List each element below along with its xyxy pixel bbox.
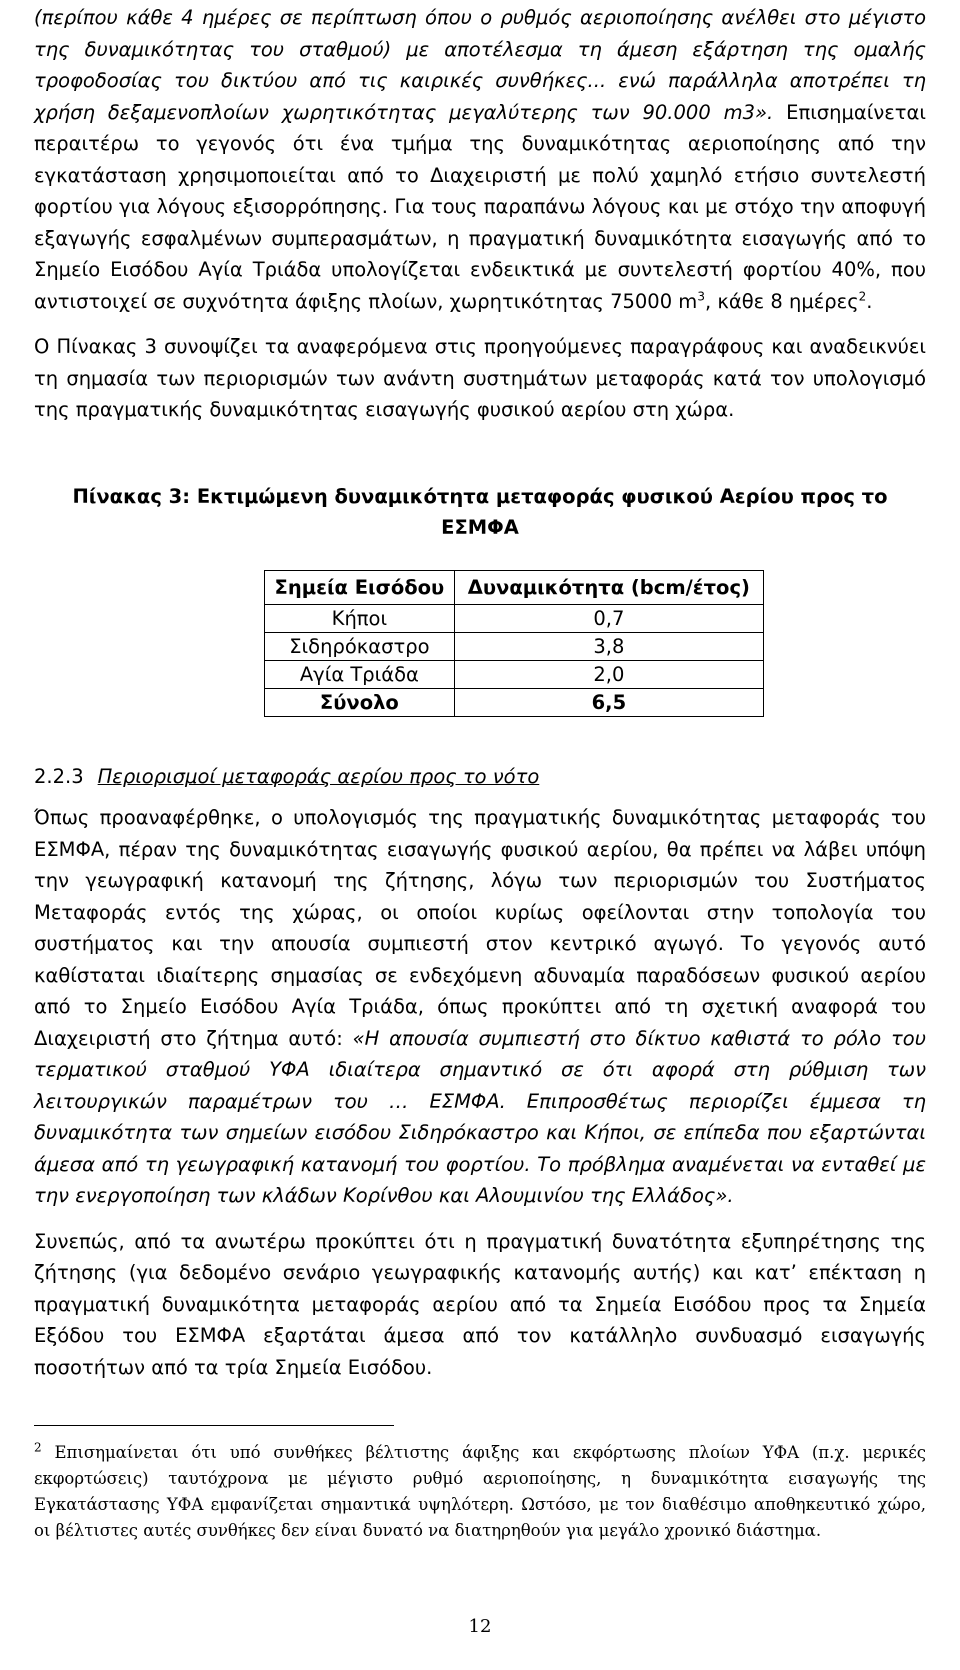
- section-heading: [34, 761, 926, 793]
- table-row: [265, 660, 764, 688]
- capacity-cell: 2,0: [454, 660, 763, 688]
- entry-point-cell: Κήποι: [265, 604, 455, 632]
- header-entry-points: Σημεία Εισόδου: [265, 570, 455, 604]
- table-row: [265, 632, 764, 660]
- paragraph-1-end: .: [866, 289, 873, 313]
- paragraph-1-regular: Επισημαίνεται περαιτέρω το γεγονός ότι ένα τμήμα της δυναμικότητας αεριοποίησης από την εγκατάσταση χρησιμοποιείται από το Διαχειριστή με πολύ χαμηλό ετήσιο συντελεστή φορτίου για λόγους εξισορρόπησης. Για τους παραπάνω λόγους και με στόχο την αποφυγή εξαγωγής εσφαλμένων συμπερασμάτων, η πραγματική δυναμικότητα εισαγωγής από το Σημείο Εισόδου Αγία Τριάδα υπολογίζεται ενδεικτικά με συντελεστή φορτίου 40%, που αντιστοιχεί σε συχνότητα άφιξης πλοίων, χωρητικότητας 75000 m: [34, 100, 926, 313]
- page-number: 12: [468, 1616, 492, 1637]
- paragraph-4: Συνεπώς, από τα ανωτέρω προκύπτει ότι η πραγματική δυνατότητα εξυπηρέτησης της ζήτησης (για δεδομένο σενάριο γεωγραφικής κατανομής αυτής) και κατ’ επέκταση η πραγματική δυναμικότητα μεταφοράς αερίου από τα Σημεία Εισόδου προς τα Σημεία Εξόδου του ΕΣΜΦΑ εξαρτάται άμεσα από τον κατάλληλο συνδυασμό εισαγωγής ποσοτήτων από τα τρία Σημεία Εισόδου.: [34, 1229, 926, 1379]
- unit-superscript: 3: [697, 289, 705, 303]
- table-total-row: [265, 688, 764, 716]
- table-caption: Πίνακας 3: Εκτιμώμενη δυναμικότητα μεταφοράς φυσικού Αερίου προς το ΕΣΜΦΑ: [72, 484, 888, 539]
- footnote-text: Επισημαίνεται ότι υπό συνθήκες βέλτιστης άφιξης και εκφόρτωσης πλοίων ΥΦΑ (π.χ. μερικές εκφορτώσεις) ταυτόχρονα με μέγιστο ρυθμό αεριοποίησης, η δυναμικότητα εισαγωγής της Εγκατάστασης ΥΦΑ εμφανίζεται σημαντικά υψηλότερη. Ωστόσο, με τον διαθέσιμο αποθηκευτικό χώρο, οι βέλτιστες αυτές συνθήκες δεν είναι δυνατό να διατηρηθούν για μεγάλο χρονικό διάστημα.: [34, 1443, 926, 1540]
- capacity-table: [264, 570, 764, 717]
- header-capacity: Δυναμικότητα (bcm/έτος): [454, 570, 763, 604]
- footnote-marker: 2: [34, 1440, 42, 1455]
- paragraph-1-tail: , κάθε 8 ημέρες: [704, 289, 859, 313]
- paragraph-2: Ο Πίνακας 3 συνοψίζει τα αναφερόμενα στις προηγούμενες παραγράφους και αναδεικνύει τη σημασία των περιορισμών των ανάντη συστημάτων μεταφοράς κατά τον υπολογισμό της πραγματικής δυναμικότητας εισαγωγής φυσικού αερίου στη χώρα.: [34, 335, 926, 421]
- section-title: Περιορισμοί μεταφοράς αερίου προς το νότο: [97, 764, 540, 788]
- section-number: 2.2.3: [34, 764, 84, 788]
- footnote-ref[interactable]: 2: [858, 289, 867, 303]
- paragraph-3: [34, 802, 926, 1212]
- entry-point-cell: Αγία Τριάδα: [265, 660, 455, 688]
- footnote: [34, 1440, 926, 1544]
- capacity-cell: 3,8: [454, 632, 763, 660]
- paragraph-3-quote: «Η απουσία συμπιεστή στο δίκτυο καθιστά το ρόλο του τερματικού σταθμού ΥΦΑ ιδιαίτερα σημαντικό σε ότι αφορά στη ρύθμιση των λειτουργικών παραμέτρων του … ΕΣΜΦΑ. Επιπροσθέτως περιορίζει έμμεσα τη δυναμικότητα των σημείων εισόδου Σιδηρόκαστρο και Κήποι, σε επίπεδα που εξαρτώνται άμεσα από τη γεωγραφική κατανομή του φορτίου. Το πρόβλημα αναμένεται να ενταθεί με την ενεργοποίηση των κλάδων Κορίνθου και Αλουμινίου της Ελλάδος».: [34, 1026, 926, 1207]
- table-header-row: [265, 570, 764, 604]
- total-label-cell: Σύνολο: [265, 688, 455, 716]
- entry-point-cell: Σιδηρόκαστρο: [265, 632, 455, 660]
- paragraph-1: [34, 2, 926, 317]
- paragraph-1-italic: (περίπου κάθε 4 ημέρες σε περίπτωση όπου ο ρυθμός αεριοποίησης ανέλθει στο μέγιστο της δυναμικότητας του σταθμού) με αποτέλεσμα τη άμεση εξάρτηση της ομαλής τροφοδοσίας του δικτύου από τις καιρικές συνθήκες... ενώ παράλληλα αποτρέπει τη χρήση δεξαμενοπλοίων χωρητικότητας μεγαλύτερης των 90.000 m3».: [34, 6, 926, 124]
- total-value-cell: 6,5: [454, 688, 763, 716]
- paragraph-3-regular: Όπως προαναφέρθηκε, ο υπολογισμός της πραγματικής δυναμικότητας μεταφοράς του ΕΣΜΦΑ, πέραν της δυναμικότητας εισαγωγής φυσικού αερίου, θα πρέπει να λάβει υπόψη την γεωγραφική κατανομή της ζήτησης, λόγω των περιορισμών του Συστήματος Μεταφοράς εντός της χώρας, οι οποίοι κυρίως οφείλονται στην τοπολογία του συστήματος και την απουσία συμπιεστή στον κεντρικό αγωγό. Το γεγονός αυτό καθίσταται ιδιαίτερης σημασίας σε ενδεχόμενη αδυναμία παραδόσεων φυσικού αερίου από το Σημείο Εισόδου Αγία Τριάδα, όπως προκύπτει από τη σχετική αναφορά του Διαχειριστή στο ζήτημα αυτό:: [34, 806, 926, 1050]
- table-row: [265, 604, 764, 632]
- footnote-divider: [34, 1425, 394, 1426]
- capacity-cell: 0,7: [454, 604, 763, 632]
